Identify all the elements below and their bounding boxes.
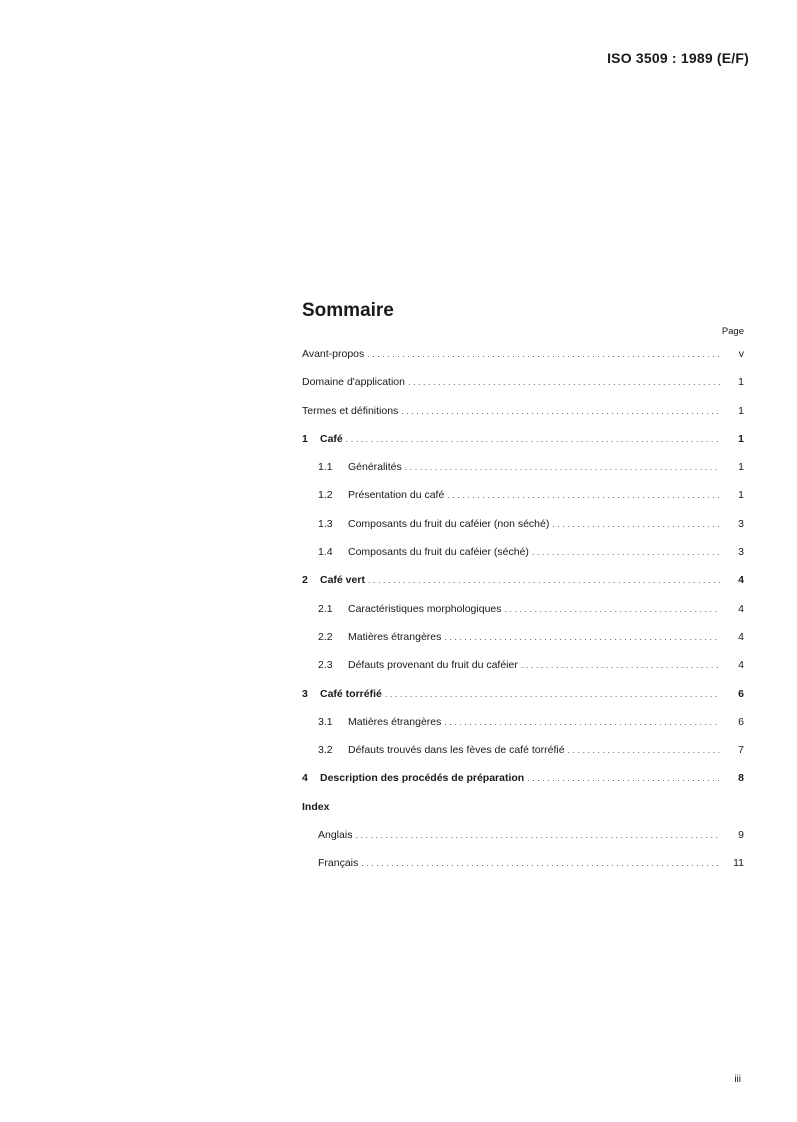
dot-leader bbox=[532, 538, 720, 566]
toc-entry[interactable] bbox=[302, 453, 744, 481]
dot-leader bbox=[361, 849, 720, 877]
toc-entry[interactable] bbox=[302, 764, 744, 792]
toc-entry[interactable] bbox=[302, 680, 744, 708]
toc-entry-label[interactable]: Défauts trouvés dans les fèves de café torréfié bbox=[348, 744, 565, 757]
dot-leader bbox=[367, 340, 720, 368]
toc-entry[interactable] bbox=[302, 425, 744, 453]
table-of-contents bbox=[302, 300, 744, 877]
toc-entry[interactable] bbox=[302, 481, 744, 509]
toc-entry[interactable] bbox=[302, 340, 744, 368]
toc-entry-label[interactable]: Café bbox=[320, 432, 343, 445]
page-number: iii bbox=[734, 1074, 741, 1085]
toc-entry-label[interactable]: Présentation du café bbox=[348, 489, 445, 502]
toc-entry-number: 1 bbox=[302, 432, 308, 445]
toc-entry-number: 2 bbox=[302, 574, 308, 587]
dot-leader bbox=[346, 425, 720, 453]
toc-entry-label[interactable]: Avant-propos bbox=[302, 348, 365, 360]
page-column-label: Page bbox=[721, 326, 744, 337]
toc-entry-page: 3 bbox=[738, 546, 744, 559]
dot-leader bbox=[444, 623, 720, 651]
toc-entries bbox=[302, 340, 744, 793]
toc-entry-label[interactable]: Composants du fruit du caféier (non séché) bbox=[348, 517, 550, 530]
toc-entry-label[interactable]: Café torréfié bbox=[320, 687, 382, 700]
toc-entry-label[interactable]: Généralités bbox=[348, 461, 402, 474]
toc-entry[interactable] bbox=[302, 595, 744, 623]
index-entry-page: 11 bbox=[733, 857, 744, 870]
toc-entry-page: 1 bbox=[738, 461, 744, 474]
toc-entry-number: 3.1 bbox=[318, 715, 333, 728]
index-entry-label[interactable]: Anglais bbox=[318, 828, 353, 841]
toc-entry[interactable] bbox=[302, 651, 744, 679]
dot-leader bbox=[405, 453, 720, 481]
toc-entry-page: 4 bbox=[738, 602, 744, 615]
index-entries bbox=[302, 821, 744, 878]
toc-entry[interactable] bbox=[302, 397, 744, 425]
toc-entry-number: 3.2 bbox=[318, 744, 333, 757]
toc-entry-page: 4 bbox=[738, 630, 744, 643]
toc-entry-label[interactable]: Café vert bbox=[320, 574, 365, 587]
dot-leader bbox=[355, 821, 720, 849]
toc-entry[interactable] bbox=[302, 510, 744, 538]
toc-entry[interactable] bbox=[302, 623, 744, 651]
toc-entry-page: 1 bbox=[738, 432, 744, 445]
toc-entry-page: v bbox=[738, 348, 744, 360]
toc-entry-number: 3 bbox=[302, 687, 308, 700]
toc-entry-label[interactable]: Domaine d'application bbox=[302, 376, 405, 389]
toc-entry-page: 3 bbox=[738, 517, 744, 530]
dot-leader bbox=[408, 368, 720, 396]
toc-entry-label[interactable]: Composants du fruit du caféier (séché) bbox=[348, 546, 529, 559]
index-entry-label[interactable]: Français bbox=[318, 857, 359, 870]
toc-entry-label[interactable]: Caractéristiques morphologiques bbox=[348, 602, 502, 615]
toc-entry-label[interactable]: Description des procédés de préparation bbox=[320, 772, 525, 785]
toc-entry-page: 6 bbox=[738, 715, 744, 728]
index-heading: Index bbox=[302, 800, 330, 813]
toc-entry-page: 8 bbox=[738, 772, 744, 785]
toc-entry-page: 4 bbox=[738, 659, 744, 672]
toc-entry-page: 1 bbox=[738, 376, 744, 389]
dot-leader bbox=[521, 651, 720, 679]
toc-entry-number: 2.2 bbox=[318, 630, 333, 643]
index-entry[interactable] bbox=[302, 849, 744, 877]
dot-leader bbox=[527, 764, 720, 792]
toc-entry-number: 2.1 bbox=[318, 602, 333, 615]
dot-leader bbox=[447, 481, 720, 509]
toc-entry[interactable] bbox=[302, 566, 744, 594]
toc-entry[interactable] bbox=[302, 708, 744, 736]
toc-title: Sommaire bbox=[302, 300, 394, 321]
dot-leader bbox=[368, 566, 720, 594]
toc-entry-number: 1.2 bbox=[318, 489, 333, 502]
toc-entry-label[interactable]: Termes et définitions bbox=[302, 404, 399, 417]
toc-entry-number: 1.1 bbox=[318, 461, 333, 474]
toc-entry-page: 7 bbox=[738, 744, 744, 757]
toc-entry[interactable] bbox=[302, 368, 744, 396]
dot-leader bbox=[385, 680, 720, 708]
toc-entry-number: 2.3 bbox=[318, 659, 333, 672]
toc-entry-page: 6 bbox=[738, 687, 744, 700]
toc-entry[interactable] bbox=[302, 736, 744, 764]
dot-leader bbox=[444, 708, 720, 736]
toc-entry-label[interactable]: Matières étrangères bbox=[348, 715, 442, 728]
document-reference: ISO 3509 : 1989 (E/F) bbox=[607, 50, 749, 66]
toc-entry-label[interactable]: Matières étrangères bbox=[348, 630, 442, 643]
toc-entry[interactable] bbox=[302, 538, 744, 566]
toc-entry-page: 1 bbox=[738, 404, 744, 417]
dot-leader bbox=[401, 397, 720, 425]
toc-entry-page: 4 bbox=[738, 574, 744, 587]
toc-entry-label[interactable]: Défauts provenant du fruit du caféier bbox=[348, 659, 518, 672]
toc-entry-number: 1.3 bbox=[318, 517, 333, 530]
dot-leader bbox=[568, 736, 720, 764]
dot-leader bbox=[505, 595, 721, 623]
dot-leader bbox=[552, 510, 720, 538]
index-entry[interactable] bbox=[302, 821, 744, 849]
toc-entry-number: 4 bbox=[302, 772, 308, 785]
toc-entry-page: 1 bbox=[738, 489, 744, 502]
toc-entry-number: 1.4 bbox=[318, 546, 333, 559]
index-entry-page: 9 bbox=[738, 828, 744, 841]
